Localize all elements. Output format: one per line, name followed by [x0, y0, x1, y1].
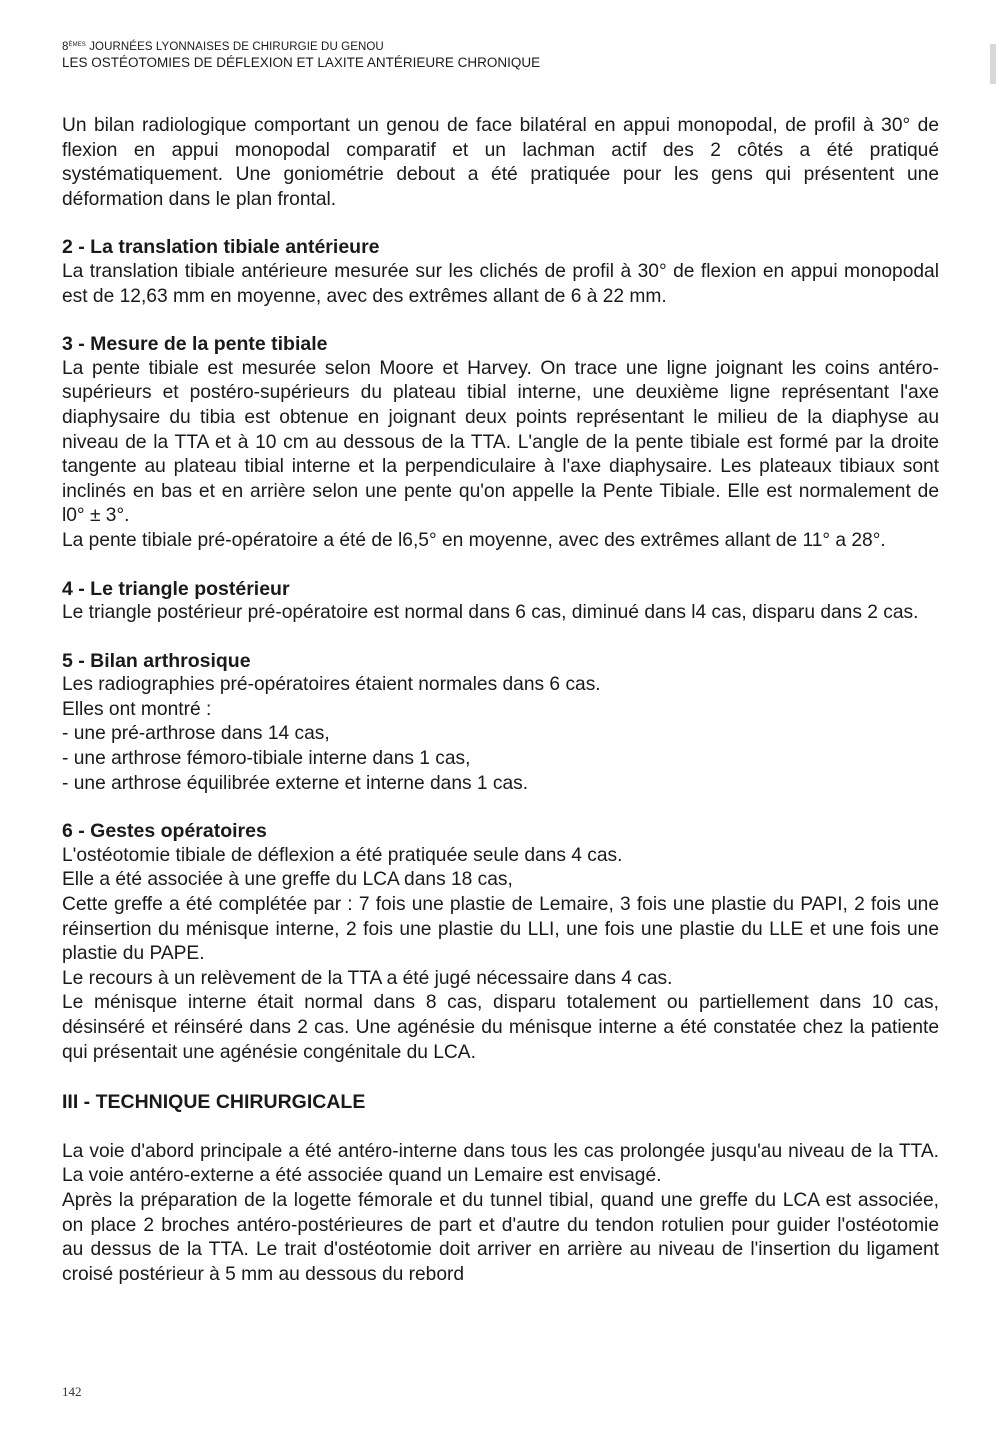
header-edition-number: 8 — [62, 41, 69, 53]
section-6-line: Cette greffe a été complétée par : 7 fois une plastie de Lemaire, 3 fois une plastie du PAPI, 2 fois une réinsertion du ménisque interne, 2 fois une plastie du LLI, une fois une plastie du LLE et une fois une plastie du PAPE. — [62, 894, 939, 965]
header-edition-suffix: ÈMES — [68, 42, 86, 48]
section-5-title: 5 - Bilan arthrosique — [62, 649, 251, 672]
section-5-list-item: - une arthrose fémoro-tibiale interne dans 1 cas, — [62, 748, 471, 770]
section-6-title: 6 - Gestes opératoires — [62, 820, 267, 843]
section-2-text: La translation tibiale antérieure mesurée sur les clichés de profil à 30° de flexion en appui monopodal est de 12,63 mm en moyenne, avec des extrêmes allant de 6 à 22 mm. — [62, 260, 939, 307]
section-5-line: Les radiographies pré-opératoires étaient normales dans 6 cas. — [62, 674, 601, 696]
section-5-list-item: - une arthrose équilibrée externe et interne dans 1 cas. — [62, 772, 529, 794]
chapter-iii-paragraph: La voie d'abord principale a été antéro-interne dans tous les cas prolongée jusqu'au niveau de la TTA. La voie antéro-externe a été associée quand un Lemaire est envisagé. — [62, 1140, 939, 1187]
section-5-line: Elles ont montré : — [62, 698, 212, 720]
header-conference-name: JOURNÉES LYONNAISES DE CHIRURGIE DU GENOU — [85, 41, 384, 53]
section-3-text: La pente tibiale est mesurée selon Moore et Harvey. On trace une ligne joignant les coins antéro-supérieurs et postéro-supérieurs du plateau tibial interne, une deuxième ligne représentant l'axe diaphysaire du tibia est obtenue en joignant deux points représentant le milieu de la diaphyse au niveau de la TTA et à 10 cm au dessous de la TTA. L'angle de la pente tibiale est formé par la droite tangente au plateau tibial interne et la perpendiculaire à l'axe diaphysaire. Les plateaux tibiaux sont inclinés en bas et en arrière selon une pente qu'on appelle la Pente Tibiale. Elle est normalement de l0° ± 3°. — [62, 357, 939, 527]
header-chapter-title: LES OSTÉOTOMIES DE DÉFLEXION ET LAXITE ANTÉRIEURE CHRONIQUE — [62, 55, 541, 70]
chapter-iii-paragraph: Après la préparation de la logette fémorale et du tunnel tibial, quand une greffe du LCA est associée, on place 2 broches antéro-postérieures de part et d'autre du tendon rotulien pour guider l'ostéotomie au dessus de la TTA. Le trait d'ostéotomie doit arriver en arrière au niveau de l'insertion du ligament croisé postérieur à 5 mm au dessous du rebord — [62, 1189, 939, 1285]
section-3-result: La pente tibiale pré-opératoire a été de l6,5° en moyenne, avec des extrêmes allant de 11° a 28°. — [62, 529, 886, 551]
section-6-line: Elle a été associée à une greffe du LCA dans 18 cas, — [62, 869, 513, 891]
section-6-line: Le recours à un relèvement de la TTA a été jugé nécessaire dans 4 cas. — [62, 967, 673, 989]
section-3-title: 3 - Mesure de la pente tibiale — [62, 333, 328, 356]
section-4-title: 4 - Le triangle postérieur — [62, 577, 290, 600]
header-conference — [62, 38, 540, 54]
page-number: 142 — [62, 1384, 82, 1399]
running-header — [62, 38, 540, 71]
section-4-text: Le triangle postérieur pré-opératoire est normal dans 6 cas, diminué dans l4 cas, disparu dans 2 cas. — [62, 602, 919, 624]
scan-edge-mark — [990, 44, 996, 84]
body-text — [62, 114, 939, 1287]
chapter-iii-title: III - TECHNIQUE CHIRURGICALE — [62, 1091, 366, 1114]
section-6-line: L'ostéotomie tibiale de déflexion a été pratiquée seule dans 4 cas. — [62, 844, 623, 866]
section-2-title: 2 - La translation tibiale antérieure — [62, 236, 380, 259]
section-5-list-item: - une pré-arthrose dans 14 cas, — [62, 723, 330, 745]
section-6-line: Le ménisque interne était normal dans 8 cas, disparu totalement ou partiellement dans 10 cas, désinséré et réinséré dans 2 cas. Une agénésie du ménisque interne a été constatée chez la patiente qui présentait une agénésie congénitale du LCA. — [62, 992, 939, 1063]
intro-paragraph: Un bilan radiologique comportant un genou de face bilatéral en appui monopodal, de profil à 30° de flexion en appui monopodal comparatif et un lachman actif des 2 côtés a été pratiqué systématiquement. Une goniométrie debout a été pratiquée pour les gens qui présentent une déformation dans le plan frontal. — [62, 115, 939, 210]
